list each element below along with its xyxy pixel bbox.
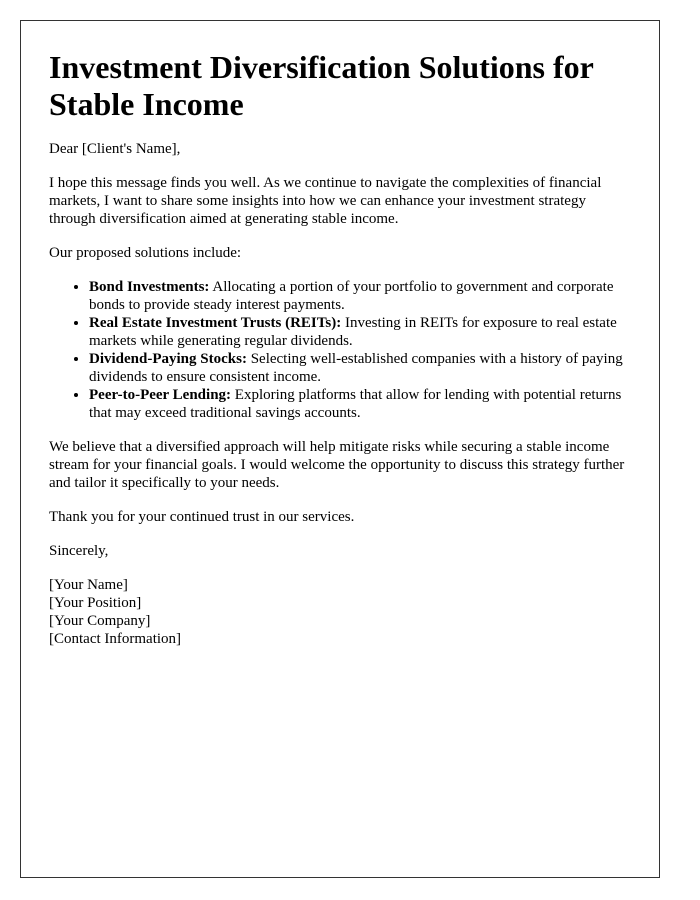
list-item	[89, 278, 631, 314]
solutions-list	[49, 278, 631, 422]
closing-paragraph: We believe that a diversified approach will help mitigate risks while securing a stable income stream for your financial goals. I would welcome the opportunity to discuss this strategy further and tailor it specifically to your needs.	[49, 439, 625, 491]
solution-text: Exploring platforms that allow for lending with potential returns that may exceed traditional savings accounts.	[89, 387, 622, 421]
list-item	[89, 386, 631, 422]
solutions-lead: Our proposed solutions include:	[49, 245, 242, 261]
list-item	[89, 314, 631, 350]
intro-paragraph: I hope this message finds you well. As we continue to navigate the complexities of financial markets, I want to share some insights into how we can enhance your investment strategy through diversification aimed at generating stable income.	[49, 175, 602, 227]
solution-term: Bond Investments:	[89, 279, 210, 295]
list-item	[89, 350, 631, 386]
signature-contact: [Contact Information]	[49, 631, 182, 647]
signature-position: [Your Position]	[49, 595, 142, 611]
signature-name: [Your Name]	[49, 577, 128, 593]
salutation: Dear [Client's Name],	[49, 141, 181, 157]
letter-page	[20, 20, 660, 878]
letter-title: Investment Diversification Solutions for Stable Income	[49, 49, 594, 122]
solution-text: Allocating a portion of your portfolio to government and corporate bonds to provide steady interest payments.	[89, 279, 614, 313]
solution-text: Investing in REITs for exposure to real estate markets while generating regular dividends.	[89, 315, 617, 349]
signature-company: [Your Company]	[49, 613, 151, 629]
solution-term: Real Estate Investment Trusts (REITs):	[89, 315, 342, 331]
solution-text: Selecting well-established companies with a history of paying dividends to ensure consistent income.	[89, 351, 623, 385]
signature-block	[49, 576, 631, 648]
sign-off: Sincerely,	[49, 543, 109, 559]
solution-term: Dividend-Paying Stocks:	[89, 351, 247, 367]
thanks-line: Thank you for your continued trust in our services.	[49, 509, 355, 525]
solution-term: Peer-to-Peer Lending:	[89, 387, 232, 403]
